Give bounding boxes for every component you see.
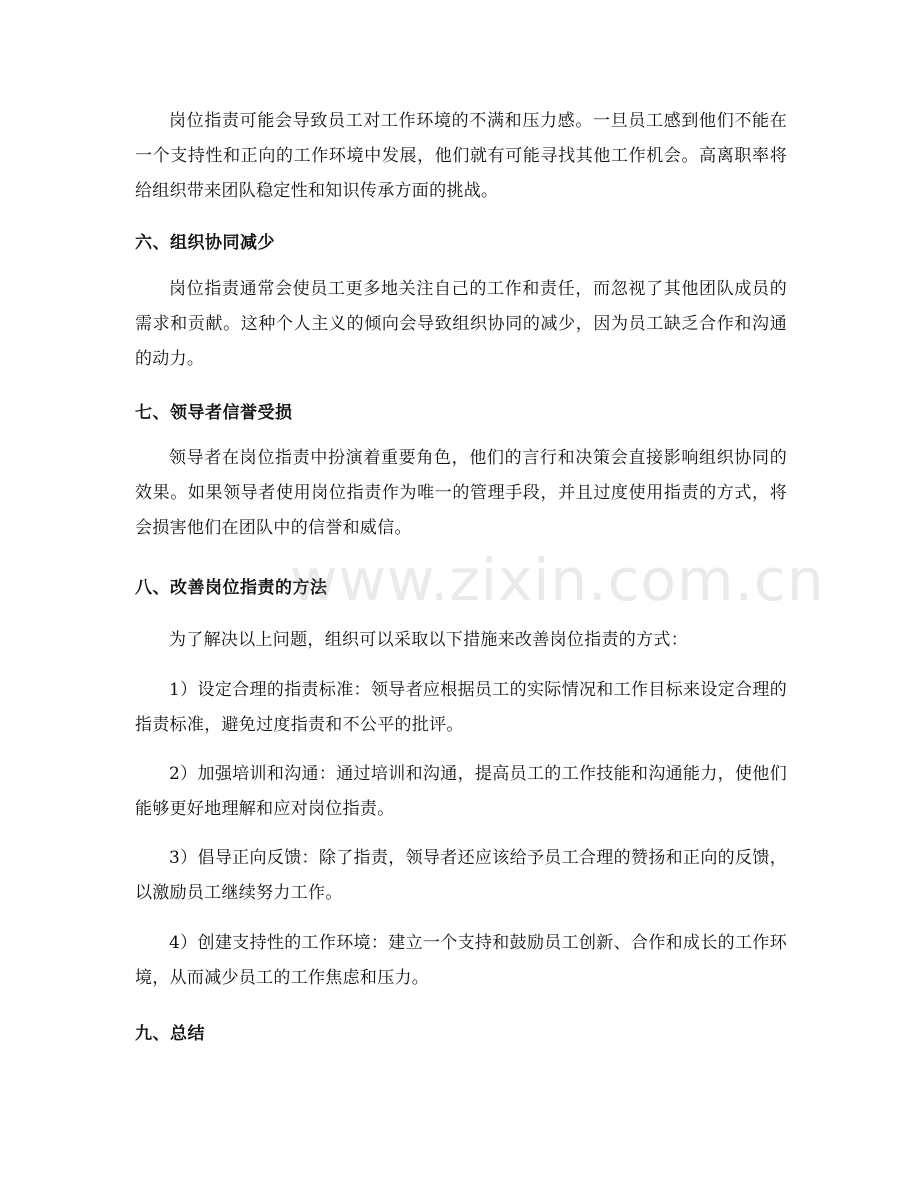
section-8-heading: 八、改善岗位指责的方法 <box>135 578 328 598</box>
section-6-paragraph: 岗位指责通常会使员工更多地关注自己的工作和责任，而忽视了其他团队成员的需求和贡献。这种个人主义的倾向会导致组织协同的减少，因为员工缺乏合作和沟通的动力。 <box>135 279 787 369</box>
list-item: 2）加强培训和沟通：通过培训和沟通，提高员工的工作技能和沟通能力，使他们能够更好地理解和应对岗位指责。 <box>135 764 787 819</box>
section-8-item-1-block <box>135 673 787 743</box>
section-7-heading-block <box>135 401 787 425</box>
list-item: 1）设定合理的指责标准：领导者应根据员工的实际情况和工作目标来设定合理的指责标准，避免过度指责和不公平的批评。 <box>135 680 787 735</box>
section-7-body-block <box>135 441 787 546</box>
watermark: www.zixin.com.cn <box>290 546 825 614</box>
section-6-heading: 六、组织协同减少 <box>135 233 275 253</box>
list-item: 3）倡导正向反馈：除了指责，领导者还应该给予员工合理的赞扬和正向的反馈，以激励员工继续努力工作。 <box>135 848 787 903</box>
section-6-heading-block <box>135 231 787 255</box>
section-8-intro: 为了解决以上问题，组织可以采取以下措施来改善岗位指责的方式： <box>169 630 688 650</box>
intro-paragraph: 岗位指责可能会导致员工对工作环境的不满和压力感。一旦员工感到他们不能在一个支持性和正向的工作环境中发展，他们就有可能寻找其他工作机会。高离职率将给组织带来团队稳定性和知识传承方面的挑战。 <box>135 111 787 201</box>
section-8-item-3-block <box>135 841 787 911</box>
section-8-item-2-block <box>135 757 787 827</box>
section-9-heading-block <box>135 1022 787 1046</box>
section-8-heading-block <box>135 576 787 600</box>
intro-block <box>135 104 787 209</box>
section-8-item-4-block <box>135 926 787 996</box>
section-7-heading: 七、领导者信誉受损 <box>135 403 293 423</box>
section-9-heading: 九、总结 <box>135 1024 205 1044</box>
list-item: 4）创建支持性的工作环境：建立一个支持和鼓励员工创新、合作和成长的工作环境，从而减少员工的工作焦虑和压力。 <box>135 933 787 988</box>
section-8-intro-block <box>135 623 787 658</box>
section-6-body-block <box>135 272 787 377</box>
section-7-paragraph: 领导者在岗位指责中扮演着重要角色，他们的言行和决策会直接影响组织协同的效果。如果领导者使用岗位指责作为唯一的管理手段，并且过度使用指责的方式，将会损害他们在团队中的信誉和威信。 <box>135 448 787 538</box>
